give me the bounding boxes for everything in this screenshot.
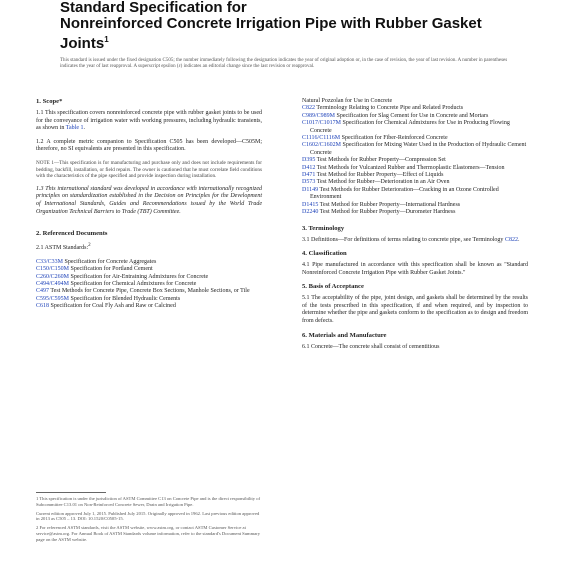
section-references-heading: 2. Referenced Documents <box>36 230 108 238</box>
footnote-1: 1 This specification is under the jurisdiction of ASTM Committee C13 on Concrete Pipe and is the direct responsibility of Subcommittee C13.01 on Non-Reinforced Concrete Sewer, Drain and Irrigation Pipe. <box>36 496 261 507</box>
reference-title: Test Method for Rubber Property—Effect of Liquids <box>315 172 444 179</box>
para-2-1-text: 2.1 ASTM Standards: <box>36 245 89 252</box>
title-line-3 <box>60 32 520 52</box>
para-1-3: 1.3 This international standard was developed in accordance with internationally recognized principles on standardization established in the Decision on Principles for the Development of International Standards, Guides and Recommendations issued by the World Trade Organization Technical Barriers to Trade (TBT) Committee. <box>36 185 262 215</box>
reference-title: Specification for Blended Hydraulic Cements <box>69 295 181 302</box>
section-terminology-heading: 3. Terminology <box>302 224 345 232</box>
reference-code-link[interactable]: D573 <box>302 179 316 186</box>
reference-code-link[interactable]: C1017/C1017M <box>302 120 342 127</box>
reference-item <box>302 202 528 209</box>
section-acceptance-heading: 5. Basis of Acceptance <box>302 283 364 291</box>
reference-code-link[interactable]: C150/C150M <box>36 266 70 273</box>
para-1-1-text: 1.1 This specification covers nonreinforced concrete pipe with rubber gasket joints to be used for the conveyance of irrigation water with working pressures, including hydraulic transients, as shown in <box>36 110 262 132</box>
reference-title: Specification for Portland Cement <box>69 266 153 273</box>
reference-title: Specification for Chemical Admixtures for Concrete <box>69 280 197 287</box>
footnote-divider <box>36 492 106 493</box>
reference-code-link[interactable]: C1602/C1602M <box>302 142 342 149</box>
right-column <box>302 98 528 357</box>
reference-title: Test Methods for Rubber Deterioration—Cracking in an Ozone Controlled Environment <box>310 186 499 201</box>
para-4-1: 4.1 Pipe manufactured in accordance with this specification shall be known as "Standard Nonreinforced Concrete Irrigation Pipe with Rubber Gasket Joints." <box>302 262 528 276</box>
para-3-1 <box>302 237 528 245</box>
reference-title: Test Method for Rubber Property—International Hardness <box>318 201 461 208</box>
reference-item <box>36 303 262 310</box>
reference-title: Specification for Chemical Admixtures for Use in Producing Flowing Concrete <box>310 120 510 134</box>
reference-title: Specification for Concrete Aggregates <box>63 258 157 265</box>
reference-item <box>302 179 528 186</box>
right-reference-list <box>302 98 528 217</box>
reference-code-link[interactable]: C618 <box>36 303 50 310</box>
reference-item <box>36 259 262 266</box>
reference-code-link[interactable]: D395 <box>302 157 316 164</box>
footnote-1-edition: Current edition approved July 1, 2015. Published July 2015. Originally approved in 1962. Last previous edition approved in 2013 as C505 – 13. DOI: 10.1520/C0505-15. <box>36 510 260 522</box>
reference-item <box>302 98 528 105</box>
reference-title: Specification for Slag Cement for Use in Concrete and Mortars <box>335 112 489 119</box>
spacer <box>36 222 262 230</box>
reference-code-link[interactable]: D1415 <box>302 201 319 208</box>
reference-item <box>302 120 528 135</box>
para-3-1-end: . <box>517 236 520 243</box>
spacer <box>302 217 528 225</box>
reference-title: Specification for Coal Fly Ash and Raw or Calcined <box>49 303 176 310</box>
reference-item <box>36 266 262 273</box>
para-1-1-end: . <box>83 125 85 132</box>
para-1-2: 1.2 A complete metric companion to Specification C505 has been developed—C505M; therefore, no SI equivalents are presented in this specification. <box>36 138 262 153</box>
left-reference-list <box>36 259 262 311</box>
reference-item <box>302 157 528 164</box>
document-title <box>60 0 520 52</box>
reference-code-link[interactable]: D471 <box>302 172 316 179</box>
reference-code-link[interactable]: D2240 <box>302 209 319 216</box>
reference-title: Natural Pozzolan for Use in Concrete <box>302 98 393 104</box>
reference-title: Test Methods for Rubber Property—Compression Set <box>315 157 446 164</box>
reference-title: Terminology Relating to Concrete Pipe and Related Products <box>315 105 464 112</box>
section-scope-heading: 1. Scope* <box>36 98 63 105</box>
reference-item <box>302 187 528 202</box>
para-3-1-text: 3.1 Definitions—For definitions of terms relating to concrete pipe, see Terminology <box>302 236 504 243</box>
reference-code-link[interactable]: C260/C260M <box>36 273 70 280</box>
reference-code-link[interactable]: C497 <box>36 288 50 295</box>
para-1-1 <box>36 110 262 133</box>
reference-code-link[interactable]: D1149 <box>302 186 319 193</box>
para-5-1: 5.1 The acceptability of the pipe, joint design, and gaskets shall be determined by the results of the tests prescribed in this specification, if and when required, and by inspection to determine whether the pipe and gaskets conform to the specification as to design and freedom from defects. <box>302 295 528 325</box>
designation-intro: This standard is issued under the fixed designation C505; the number immediately following the designation indicates the year of original adoption or, in the case of revision, the year of last revision. A number in parentheses indicates the year of last reapproval. A superscript epsilon (ε) indicates an editorial change since the last revision or reapproval. <box>60 58 508 70</box>
reference-code-link[interactable]: C595/C595M <box>36 295 70 302</box>
footnote-2: 2 For referenced ASTM standards, visit the ASTM website, www.astm.org, or contact ASTM Customer Service at service@astm.org. For Annual Book of ASTM Standards volume information, refer to the standard's Document Summary page on the ASTM website. <box>36 525 261 542</box>
reference-title: Specification for Air-Entraining Admixtures for Concrete <box>69 273 209 280</box>
reference-title: Test Methods for Concrete Pipe, Concrete Box Sections, Manhole Sections, or Tile <box>49 288 250 295</box>
reference-code-link[interactable]: C1116/C1116M <box>302 135 341 142</box>
title-line-2: Nonreinforced Concrete Irrigation Pipe with Rubber Gasket <box>60 15 482 32</box>
reference-item <box>302 105 528 112</box>
reference-title: Test Methods for Vulcanized Rubber and Thermoplastic Elastomers—Tension <box>315 164 505 171</box>
para-2-1-footnote: 2 <box>88 243 91 249</box>
reference-item <box>302 142 528 157</box>
para-6-1: 6.1 Concrete—The concrete shall consist of cementitious <box>302 343 440 350</box>
section-materials-heading: 6. Materials and Manufacture <box>302 331 387 339</box>
table-1-link[interactable]: Table 1 <box>65 125 84 132</box>
section-classification-heading: 4. Classification <box>302 250 347 258</box>
reference-title: Test Method for Rubber—Deterioration in an Air Oven <box>315 179 450 186</box>
reference-title: Test Method for Rubber Property—Durometer Hardness <box>318 209 456 216</box>
c822-link[interactable]: C822 <box>504 236 518 243</box>
reference-item <box>36 274 262 281</box>
reference-item <box>302 165 528 172</box>
para-2-1 <box>36 242 262 253</box>
reference-item <box>36 288 262 295</box>
title-line-3-text: Joints <box>60 35 105 52</box>
note-1: NOTE 1—This specification is for manufacturing and purchase only and does not include requirements for bedding, backfill, installation, or field repairs. The owner is cautioned that he must correlate field conditions with the characteristics of the pipe specified and provide inspection during installation. <box>36 159 262 180</box>
reference-code-link[interactable]: D412 <box>302 164 316 171</box>
reference-code-link[interactable]: C822 <box>302 105 316 112</box>
footnotes <box>36 496 262 546</box>
title-line-1: Standard Specification for <box>60 0 247 16</box>
title-footnote-mark: 1 <box>104 35 109 44</box>
reference-code-link[interactable]: C989/C989M <box>302 112 336 119</box>
reference-code-link[interactable]: C33/C33M <box>36 258 64 265</box>
reference-title: Specification for Mixing Water Used in the Production of Hydraulic Cement Concrete <box>310 142 527 156</box>
left-column <box>36 98 262 311</box>
reference-title: Specification for Fiber-Reinforced Concrete <box>340 135 448 142</box>
reference-code-link[interactable]: C494/C494M <box>36 280 70 287</box>
reference-item <box>302 209 528 216</box>
